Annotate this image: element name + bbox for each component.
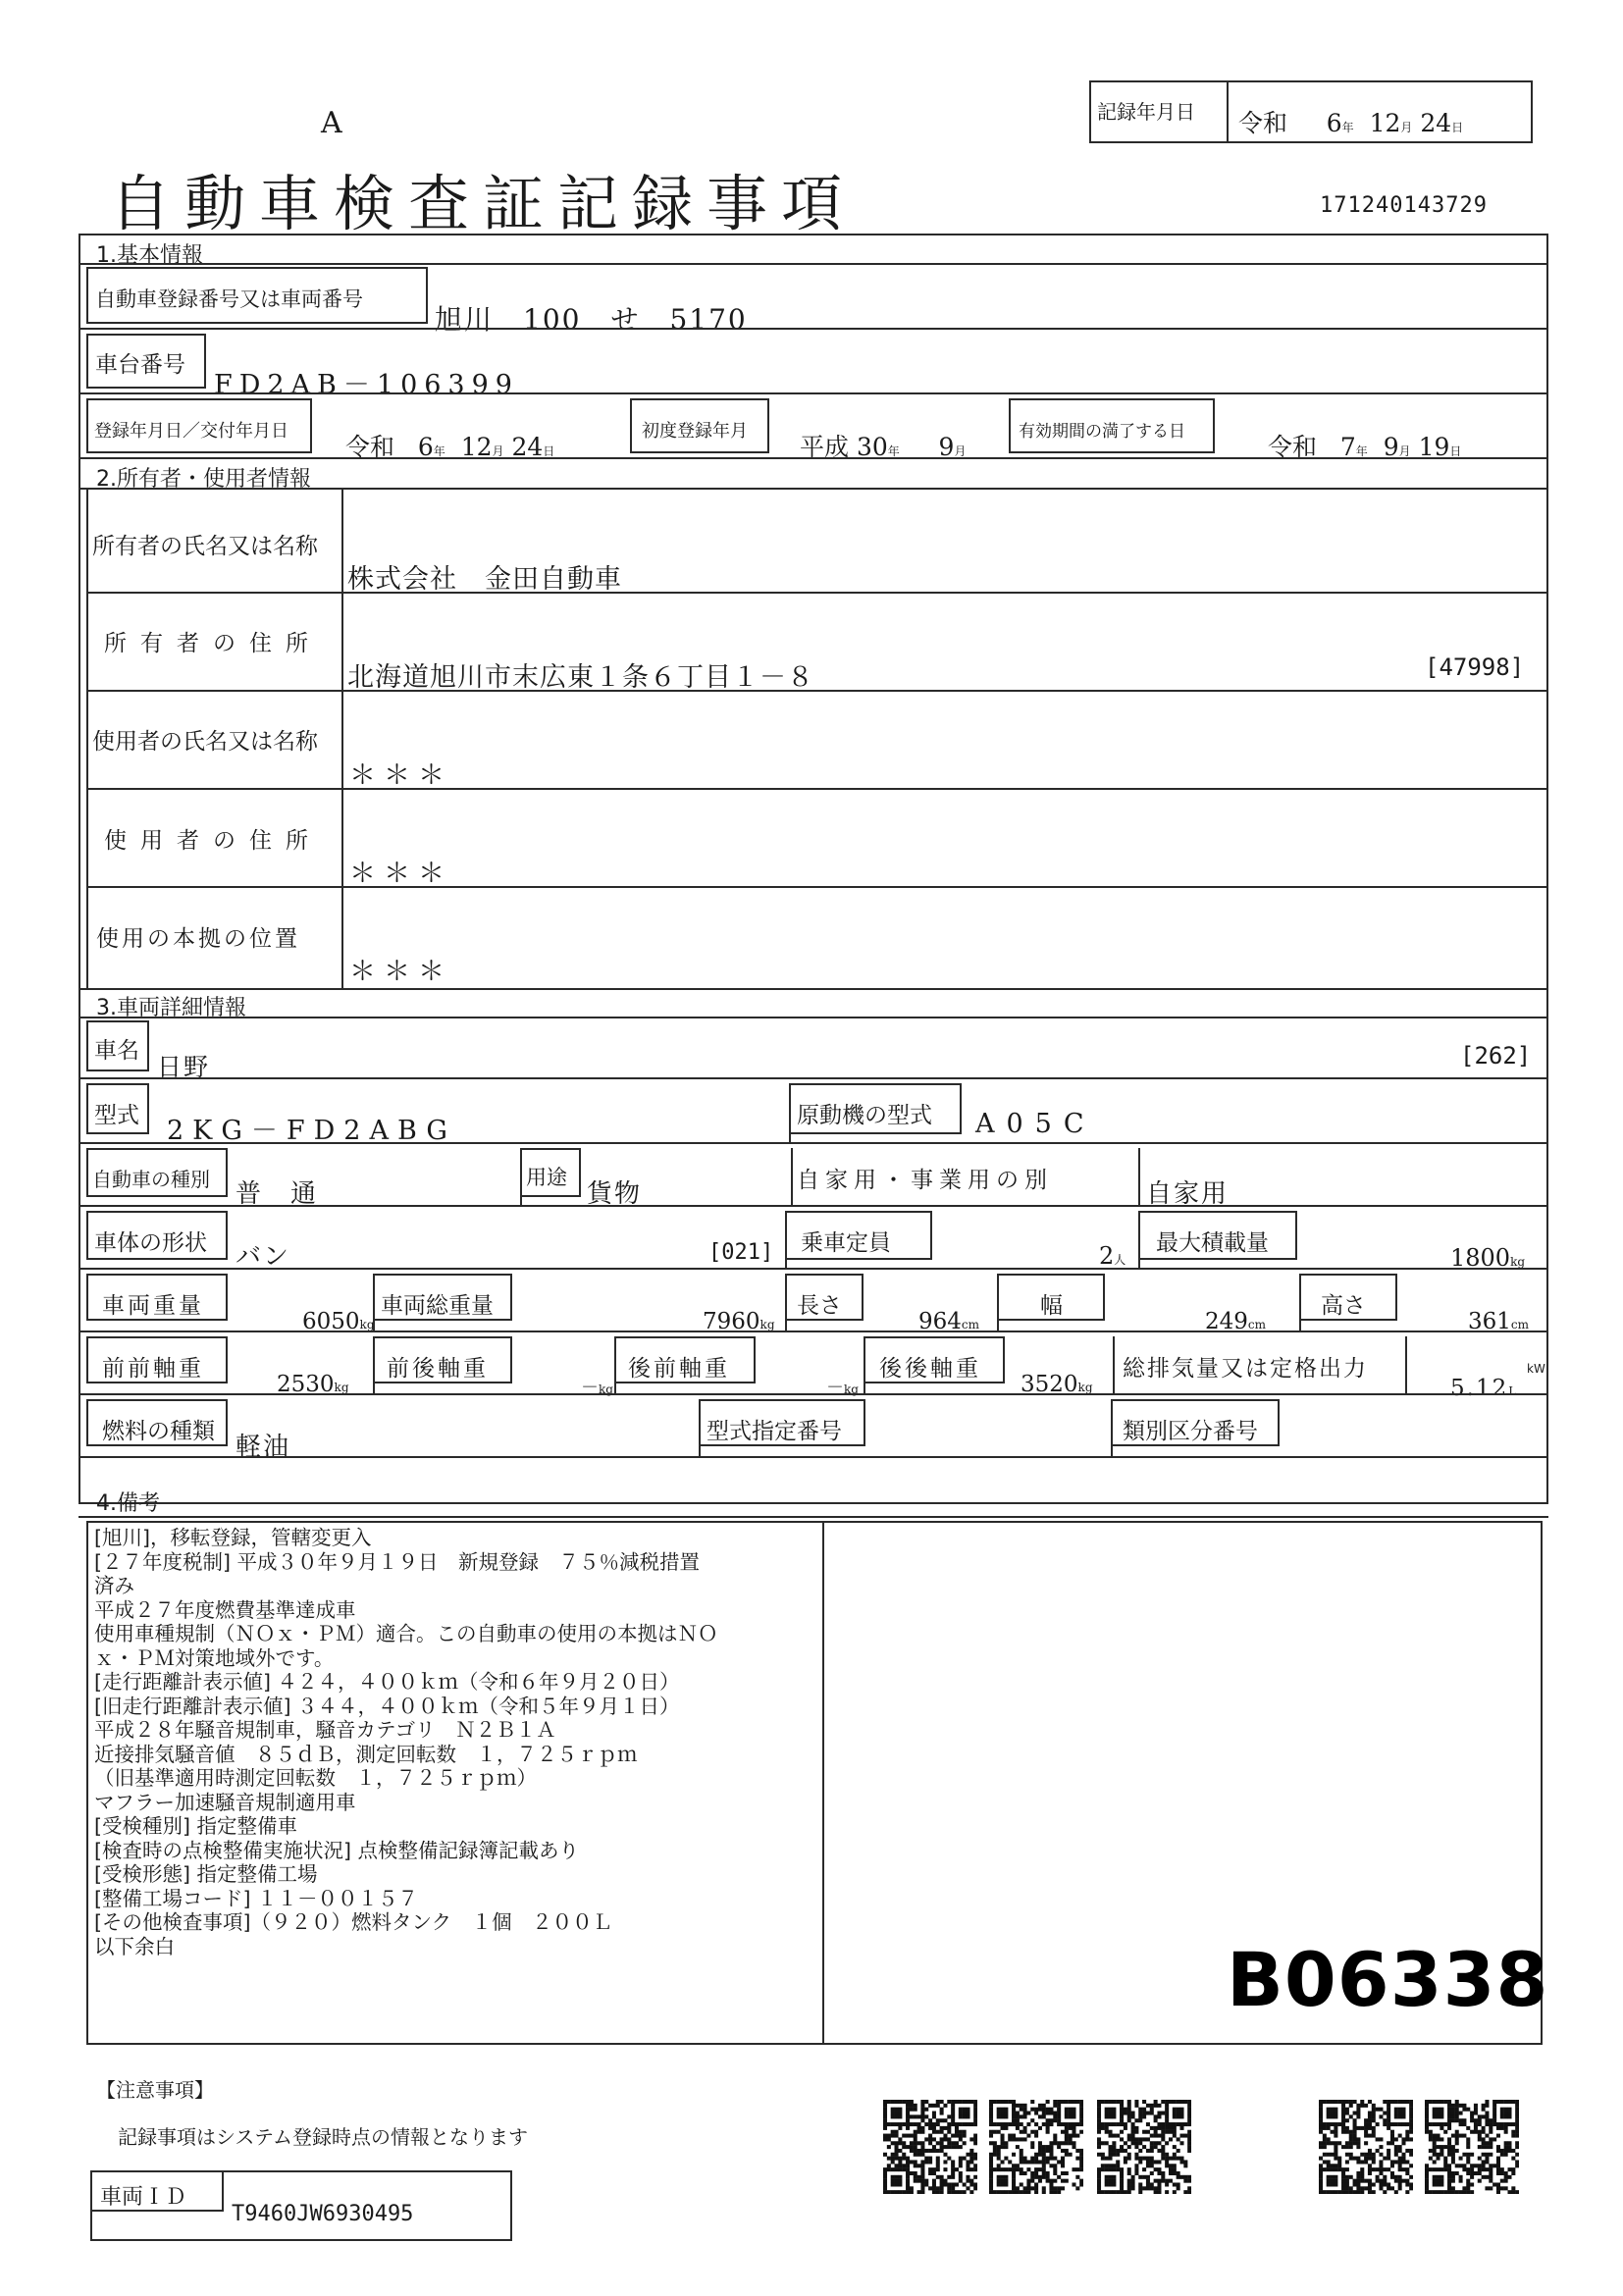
car-name-label: 車名 — [94, 1038, 139, 1064]
usage-value: 貨物 — [587, 1179, 643, 1209]
kw-unit: kW — [1527, 1362, 1545, 1376]
rr-axle-label: 後後軸重 — [879, 1356, 981, 1382]
vehicle-id-value: T9460JW6930495 — [232, 2202, 414, 2226]
notes-text: 記録事項はシステム登録時点の情報となります — [118, 2125, 528, 2149]
chassis-label: 車台番号 — [95, 352, 185, 378]
rf-axle-value: －kg — [826, 1378, 859, 1398]
gross-weight-value: 7960kg — [703, 1309, 775, 1334]
document-number: 171240143729 — [1320, 193, 1488, 218]
expiry-label: 有効期間の満了する日 — [1019, 422, 1185, 442]
reg-number-label: 自動車登録番号又は車両番号 — [95, 287, 363, 311]
record-date-label: 記録年月日 — [1097, 100, 1195, 124]
reg-date-label: 登録年月日／交付年月日 — [94, 421, 288, 442]
remarks-line: 平成２８年騒音規制車，騒音カテゴリ Ｎ２Ｂ１Ａ — [94, 1718, 556, 1742]
owner-name-value: 株式会社 金田自動車 — [347, 564, 622, 595]
section2-heading: 2.所有者・使用者情報 — [96, 467, 311, 492]
user-name-label: 使用者の氏名又は名称 — [92, 729, 318, 755]
fr-axle-label: 前後軸重 — [387, 1356, 489, 1382]
qr-code-1 — [883, 2100, 977, 2194]
capacity-value: 2人 — [1099, 1242, 1126, 1270]
owner-address-label: 所有者の住所 — [104, 631, 322, 656]
engine-model-value: A05C — [975, 1109, 1096, 1139]
reg-number-value: 旭川 100 せ 5170 — [435, 303, 748, 336]
body-shape-value: バン — [236, 1242, 291, 1272]
section1-heading: 1.基本情報 — [96, 243, 203, 268]
first-reg-label: 初度登録年月 — [642, 421, 748, 442]
height-label: 高さ — [1321, 1293, 1366, 1319]
remarks-line: 近接排気騒音値 ８５ｄＢ，測定回転数 １，７２５ｒｐｍ — [94, 1742, 638, 1766]
max-load-value: 1800kg — [1450, 1244, 1526, 1272]
body-shape-code: [021] — [708, 1240, 774, 1265]
width-value: 249cm — [1205, 1309, 1267, 1334]
remarks-line: [２７年度税制] 平成３０年９月１９日 新規登録 ７５％減税措置 — [94, 1549, 701, 1574]
remarks-line: 以下余白 — [94, 1934, 175, 1958]
rr-axle-value: 3520kg — [1021, 1372, 1093, 1397]
remarks-line: [旭川]，移転登録，管轄変更入 — [94, 1526, 372, 1549]
stamp-code: B06338 — [1227, 1936, 1549, 2023]
document-title: 自動車検査証記録事項 — [110, 168, 857, 239]
private-business-value: 自家用 — [1146, 1179, 1230, 1209]
expiry-value: 令和 7年 9月 19日 — [1268, 433, 1462, 461]
rf-axle-label: 後前軸重 — [628, 1356, 730, 1382]
remarks-line: マフラー加速騒音規制適用車 — [94, 1790, 356, 1814]
vehicle-type-label: 自動車の種別 — [92, 1168, 210, 1191]
remarks-line: [受検種別] 指定整備車 — [94, 1814, 298, 1838]
private-business-label: 自家用・事業用の別 — [797, 1168, 1053, 1193]
notes-heading: 【注意事項】 — [96, 2078, 214, 2102]
remarks-line: 使用車種規制（ＮＯｘ・ＰＭ）適合。この自動車の使用の本拠はＮＯ — [94, 1622, 718, 1645]
displacement-value: 5.12L — [1450, 1376, 1517, 1401]
remarks-line: [旧走行距離計表示値] ３４４，４００ｋｍ（令和５年９月１日） — [94, 1694, 680, 1718]
reg-date-value: 令和 6年 12月 24日 — [345, 433, 555, 461]
model-label: 型式 — [94, 1103, 139, 1128]
owner-name-label: 所有者の氏名又は名称 — [92, 534, 318, 559]
base-location-value: ＊＊＊ — [349, 957, 452, 987]
remarks-line: （旧基準適用時測定回転数 １，７２５ｒｐｍ） — [94, 1766, 537, 1790]
ff-axle-value: 2530kg — [277, 1372, 349, 1397]
section4-heading: 4.備考 — [96, 1491, 160, 1516]
qr-code-2 — [989, 2100, 1083, 2194]
user-address-value: ＊＊＊ — [349, 859, 452, 889]
qr-code-4 — [1319, 2100, 1413, 2194]
chassis-value: FD2AB－106399 — [214, 370, 519, 400]
weight-label: 車両重量 — [102, 1293, 204, 1319]
vehicle-type-value: 普 通 — [236, 1179, 319, 1209]
section3-heading: 3.車両詳細情報 — [96, 996, 246, 1020]
height-value: 361cm — [1468, 1309, 1530, 1334]
remarks-line: ｘ・ＰＭ対策地域外です。 — [94, 1645, 335, 1670]
user-name-value: ＊＊＊ — [349, 760, 452, 791]
displacement-label: 総排気量又は定格出力 — [1123, 1356, 1368, 1382]
remarks-line: [受検形態] 指定整備工場 — [94, 1862, 318, 1886]
remarks-line: [整備工場コード] １１－００１５７ — [94, 1886, 419, 1910]
car-name-value: 日野 — [157, 1053, 211, 1081]
ff-axle-label: 前前軸重 — [102, 1356, 204, 1382]
weight-value: 6050kg — [302, 1309, 375, 1334]
remarks-line: 済み — [94, 1574, 134, 1597]
remarks-text — [94, 1526, 826, 1958]
type-designation-label: 型式指定番号 — [707, 1419, 842, 1444]
owner-address-code: [47998] — [1425, 653, 1525, 681]
qr-code-5 — [1425, 2100, 1519, 2194]
qr-code-3 — [1097, 2100, 1191, 2194]
gross-weight-label: 車両総重量 — [381, 1293, 494, 1319]
fr-axle-value: －kg — [581, 1378, 613, 1398]
max-load-label: 最大積載量 — [1156, 1230, 1269, 1256]
fuel-label: 燃料の種類 — [102, 1419, 215, 1444]
first-reg-value: 平成 30年 9月 — [800, 433, 967, 461]
remarks-line: [その他検査事項]（９２０）燃料タンク １個 ２００Ｌ — [94, 1910, 613, 1934]
capacity-label: 乗車定員 — [801, 1230, 891, 1256]
car-name-code: [262] — [1460, 1042, 1532, 1070]
document-mark: A — [321, 106, 342, 140]
category-label: 類別区分番号 — [1123, 1419, 1258, 1444]
model-value: 2KG－FD2ABG — [167, 1116, 456, 1146]
record-date-value: 令和 6年 12月 24日 — [1238, 109, 1464, 137]
width-label: 幅 — [1040, 1293, 1063, 1319]
remarks-line: 平成２７年度燃費基準達成車 — [94, 1597, 356, 1622]
body-shape-label: 車体の形状 — [94, 1230, 207, 1256]
user-address-label: 使用者の住所 — [104, 828, 322, 854]
fuel-value: 軽油 — [236, 1433, 291, 1462]
owner-address-value: 北海道旭川市末広東１条６丁目１－８ — [347, 662, 814, 693]
remarks-line: [走行距離計表示値] ４２４，４００ｋｍ（令和６年９月２０日） — [94, 1670, 680, 1694]
base-location-label: 使用の本拠の位置 — [96, 926, 300, 952]
length-value: 964cm — [918, 1309, 980, 1334]
usage-label: 用途 — [526, 1166, 567, 1189]
vehicle-id-label: 車両ＩＤ — [100, 2185, 187, 2210]
engine-model-label: 原動機の型式 — [797, 1103, 932, 1128]
remarks-line: [検査時の点検整備実施状況] 点検整備記録簿記載あり — [94, 1838, 580, 1862]
length-label: 長さ — [797, 1293, 842, 1319]
